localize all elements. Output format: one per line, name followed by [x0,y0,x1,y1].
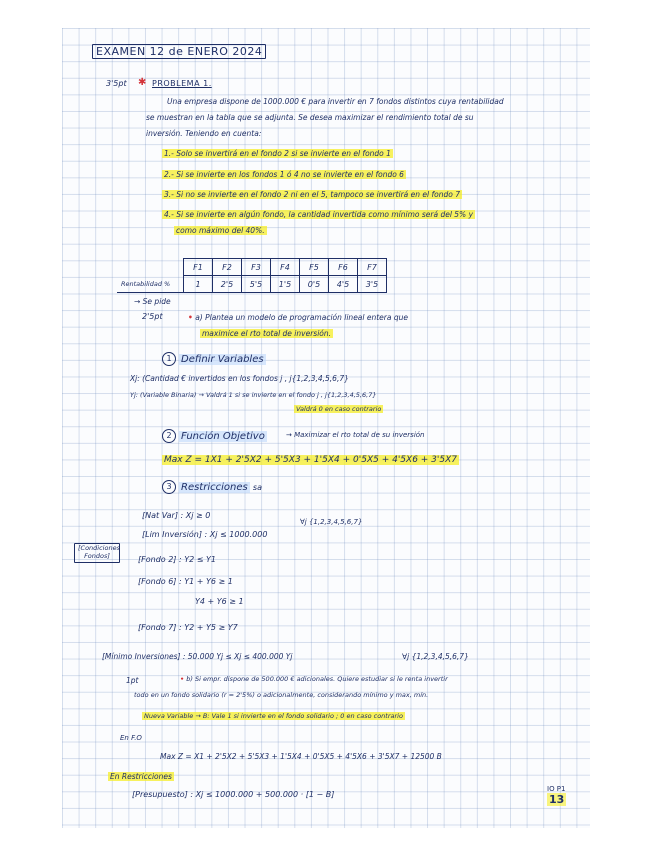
intro-line-2: se muestran en la tabla que se adjunta. Se desea maximizar el rendimiento total de su [146,113,474,122]
table-header-row [117,259,387,276]
table-corner [117,259,184,276]
grade-mark [547,785,566,806]
grade-label: IO P1 [547,785,566,793]
table-cell: 2'5 [213,276,242,293]
intro-line-1: Una empresa dispone de 1000.000 € para invertir en 7 fondos distintos cuya rentabilidad [167,97,504,106]
y-definition-2: Valdrá 0 en caso contrario [296,405,382,413]
table-header: F7 [358,259,387,276]
intro-line-3: inversión. Teniendo en cuenta: [146,129,262,138]
condition-4: 4.- Si se invierte en algún fondo, la cantidad invertida como mínimo será del 5% y [164,210,474,219]
table-cell: 1'5 [271,276,300,293]
part-a-line-2: maximice el rto total de inversión. [202,329,331,338]
table-row-label: Rentabilidad % [117,276,184,293]
section-2-heading: 2 Función Objetivo [162,429,267,443]
circled-number-icon: 2 [162,429,176,443]
part-b-line-1: • b) Si empr. dispone de 500.000 € adicionales. Quiere estudiar si le renta invertir [180,675,448,683]
circled-number-icon: 3 [162,480,176,494]
rentabilidad-table [117,258,387,293]
condition-4-cont: como máximo del 40%. [176,226,265,235]
grade-value: 13 [549,793,565,806]
part-b-points: 1pt [126,676,139,685]
table-header: F4 [271,259,300,276]
constraint-min-max-forall: ∀j {1,2,3,4,5,6,7} [402,652,469,661]
part-a-line-1: • a) Plantea un modelo de programación lineal entera que [188,313,408,322]
problem-points: 3'5pt [106,79,127,88]
constraint-min-max: [Mínimo Inversiones] : 50.000 Yj ≤ Xj ≤ 400.000 Yj [102,652,293,661]
y-definition: Yj: (Variable Binaria) → Valdrá 1 si se invierte en el fondo j , j{1,2,3,4,5,6,7} [130,391,377,399]
constraint-fondo-2: [Fondo 2] : Y2 ≤ Y1 [138,555,216,564]
part-b-line-2: todo en un fondo solidario (r = 2'5%) o adicionalmente, considerando mínimo y max, mín. [134,691,429,699]
condition-3: 3.- Si no se invierte en el fondo 2 ni en el 5, tampoco se invertirá en el fondo 7 [164,190,460,199]
objective-description: → Maximizar el rto total de su inversión [286,431,425,439]
part-a-points: 2'5pt [142,312,163,321]
table-header: F3 [242,259,271,276]
circled-number-icon: 1 [162,352,176,366]
asks-label: → Se pide [134,297,171,306]
constraint-presupuesto: [Presupuesto] : Xj ≤ 1000.000 + 500.000 · [1 − B] [132,790,335,799]
section-1-heading: 1 Definir Variables [162,352,266,366]
exam-page [62,28,590,828]
constraint-forall: ∀j {1,2,3,4,5,6,7} [300,518,363,526]
constraint-fondo-6a: [Fondo 6] : Y1 + Y6 ≥ 1 [138,577,233,586]
fo-formula: Max Z = X1 + 2'5X2 + 5'5X3 + 1'5X4 + 0'5X5 + 4'5X6 + 3'5X7 + 12500 B [160,752,442,761]
constraint-fondo-7: [Fondo 7] : Y2 + Y5 ≥ Y7 [138,623,238,632]
table-cell: 5'5 [242,276,271,293]
table-cell: 3'5 [358,276,387,293]
table-header: F5 [300,259,329,276]
condition-1: 1.- Solo se invertirá en el fondo 2 si se invierte en el fondo 1 [164,149,391,158]
conditions-label: [Condiciones Fondos] [74,543,120,563]
table-header: F2 [213,259,242,276]
star-icon: ✱ [138,77,147,88]
table-cell: 4'5 [329,276,358,293]
restrictions-label: En Restricciones [110,772,172,781]
constraint-limit: [Lim Inversión] : Xj ≤ 1000.000 [142,530,268,539]
constraint-fondo-6b: Y4 + Y6 ≥ 1 [195,597,244,606]
table-cell: 1 [184,276,213,293]
objective-formula: Max Z = 1X1 + 2'5X2 + 5'5X3 + 1'5X4 + 0'5X5 + 4'5X6 + 3'5X7 [164,455,457,465]
x-definition: Xj: (Cantidad € invertidos en los fondos j , j{1,2,3,4,5,6,7} [130,374,349,383]
table-row [117,276,387,293]
condition-2: 2.- Si se invierte en los fondos 1 ó 4 no se invierte en el fondo 6 [164,170,404,179]
fo-label: En F.O [120,734,142,742]
exam-title: EXAMEN 12 de ENERO 2024 [92,44,266,59]
table-header: F1 [184,259,213,276]
problem-label: PROBLEMA 1. [152,79,212,88]
table-cell: 0'5 [300,276,329,293]
section-3-heading: 3 Restricciones sa [162,480,262,494]
table-header: F6 [329,259,358,276]
constraint-nat-var: [Nat Var] : Xj ≥ 0 [142,511,211,520]
new-variable: Nueva Variable → B: Vale 1 si invierte en el fondo solidario ; 0 en caso contrario [144,712,403,720]
